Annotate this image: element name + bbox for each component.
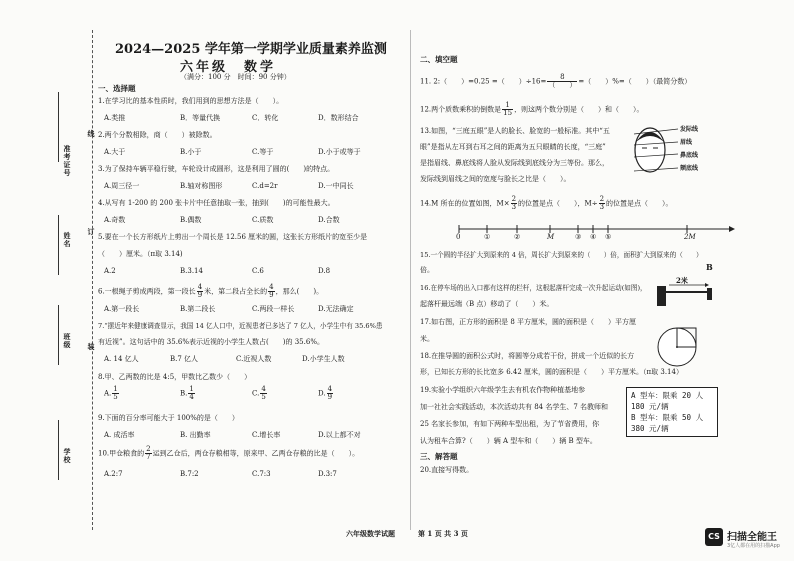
q5-opt-b: B.3.14 (180, 267, 203, 275)
barrier-end (707, 288, 712, 300)
q6-text-c: ，那么( )。 (275, 287, 324, 296)
q8-opt-c-num: 4 (261, 385, 266, 393)
q12-fraction-den: 15 (503, 109, 513, 117)
section3-title: 三、解答题 (420, 452, 458, 461)
q6-fraction-1-num: 4 (197, 283, 203, 291)
q6-fraction-1 (197, 284, 203, 299)
q6-opt-a: A.第一段长 (104, 305, 140, 313)
school-label: 学校 (63, 448, 72, 464)
q8-text: 8.甲、乙两数的比是 4:5，甲数比乙数少（ ） (98, 373, 252, 381)
q19-text-c: 25 名家长参加，有如下两种车型出租，为了节省费用，你 (420, 420, 600, 428)
barrier-label-b: B (706, 262, 713, 272)
face-label-hairline: 发际线 (680, 126, 699, 133)
scanner-logo-text: CS (708, 532, 720, 541)
q19-text-b: 加一社社会实践活动，本次活动共有 84 名学生、7 名教师和 (420, 403, 609, 411)
seal-line-label: 线 (87, 130, 96, 138)
class-label: 班级 (63, 333, 72, 349)
q8-opt-d-letter: D. (318, 389, 326, 398)
q18-text-b: 形，已知长方形的长比宽多 6.42 厘米，圆的面积是（ ）平方厘米。（π取 3.14） (420, 368, 683, 376)
q2-opt-a: A.大于 (104, 148, 126, 156)
section2-title: 二、填空题 (420, 55, 458, 64)
barrier-dimension-arrow (705, 283, 709, 287)
q7-text-a: 7.“摆近年来健康调查显示，我国 14 亿人口中，近视患者已多达了 7 亿人，小学生中有 35.6%患 (98, 322, 383, 330)
barrier-diagram (655, 266, 717, 310)
q8-opt-c (252, 386, 268, 401)
q14-text-b: 的位置是点（ ），M÷ (518, 199, 598, 208)
q8-opt-c-den: 5 (261, 393, 266, 401)
q8-opt-a-den: 5 (113, 393, 118, 401)
q8-opt-d-den: 9 (327, 393, 333, 401)
circle-center (676, 346, 678, 348)
q7-opt-a: A. 14 亿人 (104, 355, 139, 363)
q1-opt-a: A.类推 (104, 114, 126, 122)
scanner-brand: 扫描全能王 (727, 532, 777, 543)
q17-text-a: 17.如右图，正方形的面积是 8 平方厘米，圆的面积是（ ）平方厘 (420, 318, 637, 326)
numline-label-2m: 2M (684, 233, 696, 241)
q11-text-a: 11. 2:（ ）=0.25 =（ ）÷16= (420, 77, 547, 86)
q10-opt-d: D.3:7 (318, 470, 337, 478)
q2-opt-b: B.小于 (180, 148, 202, 156)
bus-b-label: B 型车：限乘 50 人 (631, 413, 704, 422)
q19-text-d: 认为租车合算?（ ）辆 A 型车和（ ）辆 B 型车。 (420, 437, 597, 445)
q8-opt-a-fraction (112, 386, 118, 401)
q13-line-1: 13.如图，“三庭五眼”是人的脸长、脸宽的一般标准。其中“五 (420, 127, 610, 135)
binding-line (92, 30, 93, 530)
seal-pack-label: 装 (87, 343, 96, 351)
q10-opt-b: B.7:2 (180, 470, 199, 478)
q15-text-a: 15.一个圆的半径扩大到原来的 4 倍，周长扩大到原来的（ ）倍，面积扩大到原来的（ ） (420, 251, 703, 259)
q1-opt-c: C．转化 (252, 114, 279, 122)
numline-label-5: ⑤ (605, 233, 612, 241)
q13-line-2: 眼”是指从左耳到右耳之间的距离为五只眼睛的长度，“三庭” (420, 143, 606, 151)
q3-opt-a: A.周三径一 (104, 182, 140, 190)
q8-opt-b-den: 4 (189, 393, 194, 401)
exam-meta: （满分：100 分 时间：90 分钟） (180, 73, 291, 81)
q11-fraction-den: （ ） (548, 81, 577, 89)
q10-fraction-num: 2 (146, 445, 151, 453)
q12-fraction-num: 1 (502, 102, 513, 110)
q1-opt-d: D．数形结合 (318, 114, 359, 122)
face-diagram (632, 120, 712, 180)
q8-opt-a-letter: A. (104, 389, 112, 398)
q6-text-b: 米，第二段占全长的 (204, 287, 268, 296)
numline-label-4: ④ (590, 233, 597, 241)
q6-fraction-2-den: 9 (269, 291, 274, 299)
q7-opt-d: D.小学生人数 (302, 355, 345, 363)
bus-a-price: 180 元/辆 (631, 402, 669, 411)
numline-label-3: ③ (575, 233, 582, 241)
q14-fraction-1-num: 2 (511, 195, 517, 203)
numline-label-0: 0 (456, 233, 461, 241)
q8-opt-a (104, 386, 120, 401)
bus-a-label: A 型车：限乘 20 人 (631, 391, 704, 400)
q15-text-b: 倍。 (420, 266, 434, 274)
seal-bind-label: 订 (87, 228, 96, 236)
q9-opt-c: C.增长率 (252, 431, 281, 439)
q8-opt-b (180, 386, 196, 401)
q8-opt-c-letter: C. (252, 389, 260, 398)
face-label-chinline: 颏底线 (680, 165, 699, 172)
q6-fraction-2 (268, 284, 274, 299)
q2-opt-c: C.等于 (252, 148, 274, 156)
q8-opt-d (318, 386, 334, 401)
q11-text-b: =（ ）%=（ ）（最简分数） (578, 77, 692, 86)
q8-opt-b-fraction (188, 386, 194, 401)
q12-text-b: ，则这两个数分别是（ ）和（ ）。 (514, 105, 644, 114)
q8-opt-b-num: 1 (189, 385, 194, 393)
q6-fraction-1-den: 9 (197, 291, 203, 299)
footer-subject: 六年级数学试题 (346, 529, 395, 538)
q13-line-3: 是指眉线、鼻底线将人脸从发际线到底线分为三等份。那么， (420, 159, 609, 167)
q9-opt-b: B. 出勤率 (180, 431, 211, 439)
q6-text (98, 284, 323, 299)
q9-text: 9.下面的百分率可能大于 100%的是（ ） (98, 414, 239, 422)
q4-opt-c: C.质数 (252, 216, 274, 224)
scanner-logo-icon (705, 528, 723, 546)
q6-opt-c: C.两段一样长 (252, 305, 295, 313)
q10-opt-c: C.7:3 (252, 470, 271, 478)
column-divider (410, 30, 411, 530)
q3-opt-d: D.一中同长 (318, 182, 354, 190)
q2-text: 2.两个分数相除，商（ ）被除数。 (98, 131, 217, 139)
footer-page: 第 1 页 共 3 页 (418, 529, 468, 538)
q7-opt-b: B.7 亿人 (170, 355, 199, 363)
q12-text-a: 12.两个质数乘积的倒数是 (420, 105, 502, 114)
q4-opt-a: A.奇数 (104, 216, 126, 224)
barrier-post (657, 286, 666, 306)
q16-text-a: 16.在停车场的出入口都有这样的栏杆，这根起落杆完成一次升起运动(如图)， (420, 284, 647, 292)
section1-title: 一、选择题 (98, 84, 136, 93)
q14-fraction-1 (511, 196, 517, 211)
q11-text (420, 74, 691, 89)
q5-opt-c: C.6 (252, 267, 264, 275)
q14-text (420, 196, 673, 211)
q10-text-a: 10.甲仓粮食的 (98, 449, 145, 458)
q1-text: 1.在学习比的基本性质时，我们用到的思想方法是（ ）。 (98, 97, 284, 105)
q8-opt-a-num: 1 (113, 385, 118, 393)
q2-opt-d: D.小于或等于 (318, 148, 361, 156)
q3-opt-c: C.d=2r (252, 182, 278, 190)
q3-text: 3.为了保持车辆平稳行驶，车轮设计成圆形，这是利用了圆的( )的特点。 (98, 165, 335, 173)
number-line-arrow (729, 226, 735, 232)
name-underline (58, 215, 59, 275)
q14-fraction-2-num: 2 (599, 195, 605, 203)
q12-fraction (502, 102, 513, 117)
q9-opt-d: D.以上都不对 (318, 431, 361, 439)
q14-text-c: 的位置是点（ ）。 (606, 199, 673, 208)
q14-fraction-2 (599, 196, 605, 211)
q10-text (98, 446, 359, 461)
q17-text-b: 米。 (420, 335, 434, 343)
q5-opt-d: D.8 (318, 267, 331, 275)
q7-text-b: 有近视”。这句话中的 35.6%表示近视的小学生人数占( )的 35.6%。 (98, 338, 324, 346)
numline-label-2: ② (514, 233, 521, 241)
q10-text-b: 运到乙仓后，两仓存粮相等，原来甲、乙两仓存粮的比是（ ）。 (152, 449, 360, 458)
q6-opt-b: B.第二段长 (180, 305, 216, 313)
q19-text-a: 19.实验小学组织六年级学生去有机农作物种植基地参 (420, 386, 586, 394)
q13-line-4: 发际线到眉线之间的宽度与脸长之比是（ ）。 (420, 175, 571, 183)
scanner-tagline: 3亿人都在用的扫描App (727, 543, 780, 549)
q4-opt-d: D.合数 (318, 216, 340, 224)
q12-text (420, 102, 644, 117)
q10-fraction-den: 7 (146, 453, 151, 461)
exam-no-underline (58, 92, 59, 162)
class-underline (58, 305, 59, 365)
face-label-browline: 眉线 (680, 139, 693, 146)
q11-fraction (547, 74, 577, 89)
q10-fraction (145, 446, 151, 461)
q16-text-b: 起落杆最远端（B 点）移动了（ ）米。 (420, 300, 554, 308)
q6-fraction-2-num: 4 (269, 283, 274, 291)
q3-opt-b: B.轴对称图形 (180, 182, 223, 190)
q9-opt-a: A. 成活率 (104, 431, 135, 439)
numline-label-1: ① (484, 233, 491, 241)
barrier-label-length: 2米 (676, 276, 688, 285)
q5-opt-a: A.2 (104, 267, 116, 275)
exam-title: 2024—2025 学年第一学期学业质量素养监测 (115, 42, 387, 57)
q4-opt-b: B.偶数 (180, 216, 202, 224)
q8-opt-b-letter: B. (180, 389, 188, 398)
numline-label-m: M (547, 233, 555, 241)
face-label-noseline: 鼻底线 (680, 152, 699, 159)
q11-fraction-num: 8 (547, 74, 577, 82)
q6-text-a: 6.一根绳子剪成两段，第一段长 (98, 287, 196, 296)
q7-opt-c: C.近视人数 (236, 355, 272, 363)
q20-text: 20.直接写得数。 (420, 466, 474, 474)
exam-subject: 六年级 数学 (180, 60, 277, 75)
bus-rental-box (626, 387, 718, 437)
name-label: 姓名 (63, 232, 72, 248)
q18-text-a: 18.在推导圆的面积公式时，将圆等分成若干份，拼成一个近似的长方 (420, 352, 635, 360)
q5-text-a: 5.要在一个长方形纸片上剪出一个周长是 12.56 厘米的圆，这张长方形纸片的宽至少是 (98, 233, 368, 241)
q5-text-b: （ ）厘米。（π取 3.14) (98, 250, 183, 258)
q8-opt-d-num: 4 (327, 385, 333, 393)
q10-opt-a: A.2:7 (104, 470, 123, 478)
school-underline (58, 420, 59, 480)
q1-opt-b: B．等量代换 (180, 114, 221, 122)
q14-fraction-2-den: 3 (599, 203, 605, 211)
q14-fraction-1-den: 3 (511, 203, 517, 211)
bus-b-price: 380 元/辆 (631, 424, 669, 433)
q14-text-a: 14.M 所在的位置如图，M× (420, 199, 510, 208)
q8-opt-c-fraction (260, 386, 266, 401)
circle-square-diagram (655, 325, 699, 369)
q6-opt-d: D.无法确定 (318, 305, 354, 313)
q8-opt-d-fraction (327, 386, 333, 401)
exam-no-label: 准考证号 (63, 145, 72, 177)
q4-text: 4.从写有 1-200 的 200 张卡片中任意抽取一张，抽到( )的可能性最大。 (98, 199, 335, 207)
